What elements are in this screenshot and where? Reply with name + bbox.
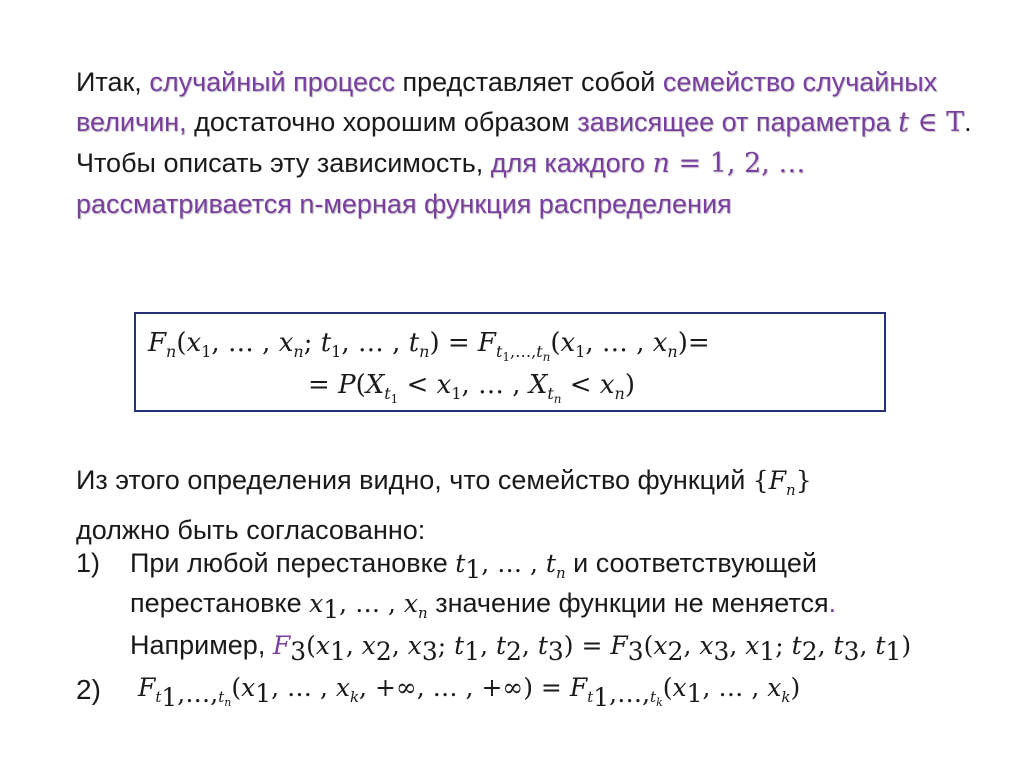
definition-text-2: должно быть согласованно: xyxy=(76,515,426,545)
intro-text-2: представляет собой xyxy=(394,67,663,97)
item-1-text-d: значение функции не меняется xyxy=(427,588,829,618)
intro-text-4: . Чтобы описать эту зависимость, xyxy=(76,107,972,178)
item-1-text-a: При любой перестановке xyxy=(130,548,456,578)
intro-highlight-random-process: случайный процесс xyxy=(149,67,395,97)
item-1-line-1 xyxy=(130,548,817,584)
formula-line-2: = $P(X_{t_1} < x_1$, … , $X_{t_n} < x_n$) xyxy=(308,370,635,407)
intro-math-n-range: n = 1, 2, … xyxy=(652,148,806,179)
definition-paragraph xyxy=(76,460,996,550)
formula-box xyxy=(134,312,886,412)
item-2-number: 2) xyxy=(76,674,101,705)
item-1-number: 1) xyxy=(76,548,101,578)
item-1-line-2 xyxy=(130,588,836,624)
item-1-dot: . xyxy=(828,588,837,618)
item-2-line-1 xyxy=(138,672,800,712)
intro-math-t-in-T: t ∈ T xyxy=(898,107,965,138)
formula-line-1: $F_n(x_1$, … , $x_n$; $t_1$, … , $t_n) = F_{t_1,\dots,t_n}(x_1$, … , $x_n)=$ xyxy=(148,328,710,365)
item-1-math-t: $t_1$, … , $t_n$ xyxy=(455,549,566,584)
intro-text-1: Итак, xyxy=(76,67,150,97)
item-1-line-3 xyxy=(130,630,911,666)
intro-highlight-depends: зависящее от параметра xyxy=(577,107,899,137)
definition-text-1: Из этого определения видно, что семейство функций xyxy=(76,465,753,495)
intro-highlight-distribution: рассматривается n-мерная функция распределения xyxy=(76,189,732,219)
intro-highlight-for-each: для каждого xyxy=(490,148,653,178)
item-1-math-example: $F_3(x_1$, $x_2$, $x_3$; $t_1$, $t_2$, $t_3) = F_3(x_2$, $x_3$, $x_1$; $t_2$, $t_3$, $t_1$) xyxy=(272,631,912,666)
item-1-math-x: $x_1$, … , $x_n$ xyxy=(309,589,428,624)
intro-paragraph xyxy=(76,62,976,224)
item-2-math: $F_{t_1,\dots,t_n}(x_1$, … , $x_k$, +∞, … , +∞) = $F_{t_1,\dots,t_k}(x_1$, … , $x_k$) xyxy=(138,673,801,712)
item-1-text-b: и соответствующей xyxy=(565,548,817,578)
item-1-text-c: перестановке xyxy=(130,588,310,618)
intro-highlight-family: семейство случайных величин, xyxy=(76,67,938,137)
intro-text-3: достаточно хорошим образом xyxy=(186,107,578,137)
definition-line-1 xyxy=(76,460,996,510)
item-1-text-e: Например, xyxy=(130,630,273,660)
definition-math-Fn: $\{F_n\}$ xyxy=(752,466,812,499)
